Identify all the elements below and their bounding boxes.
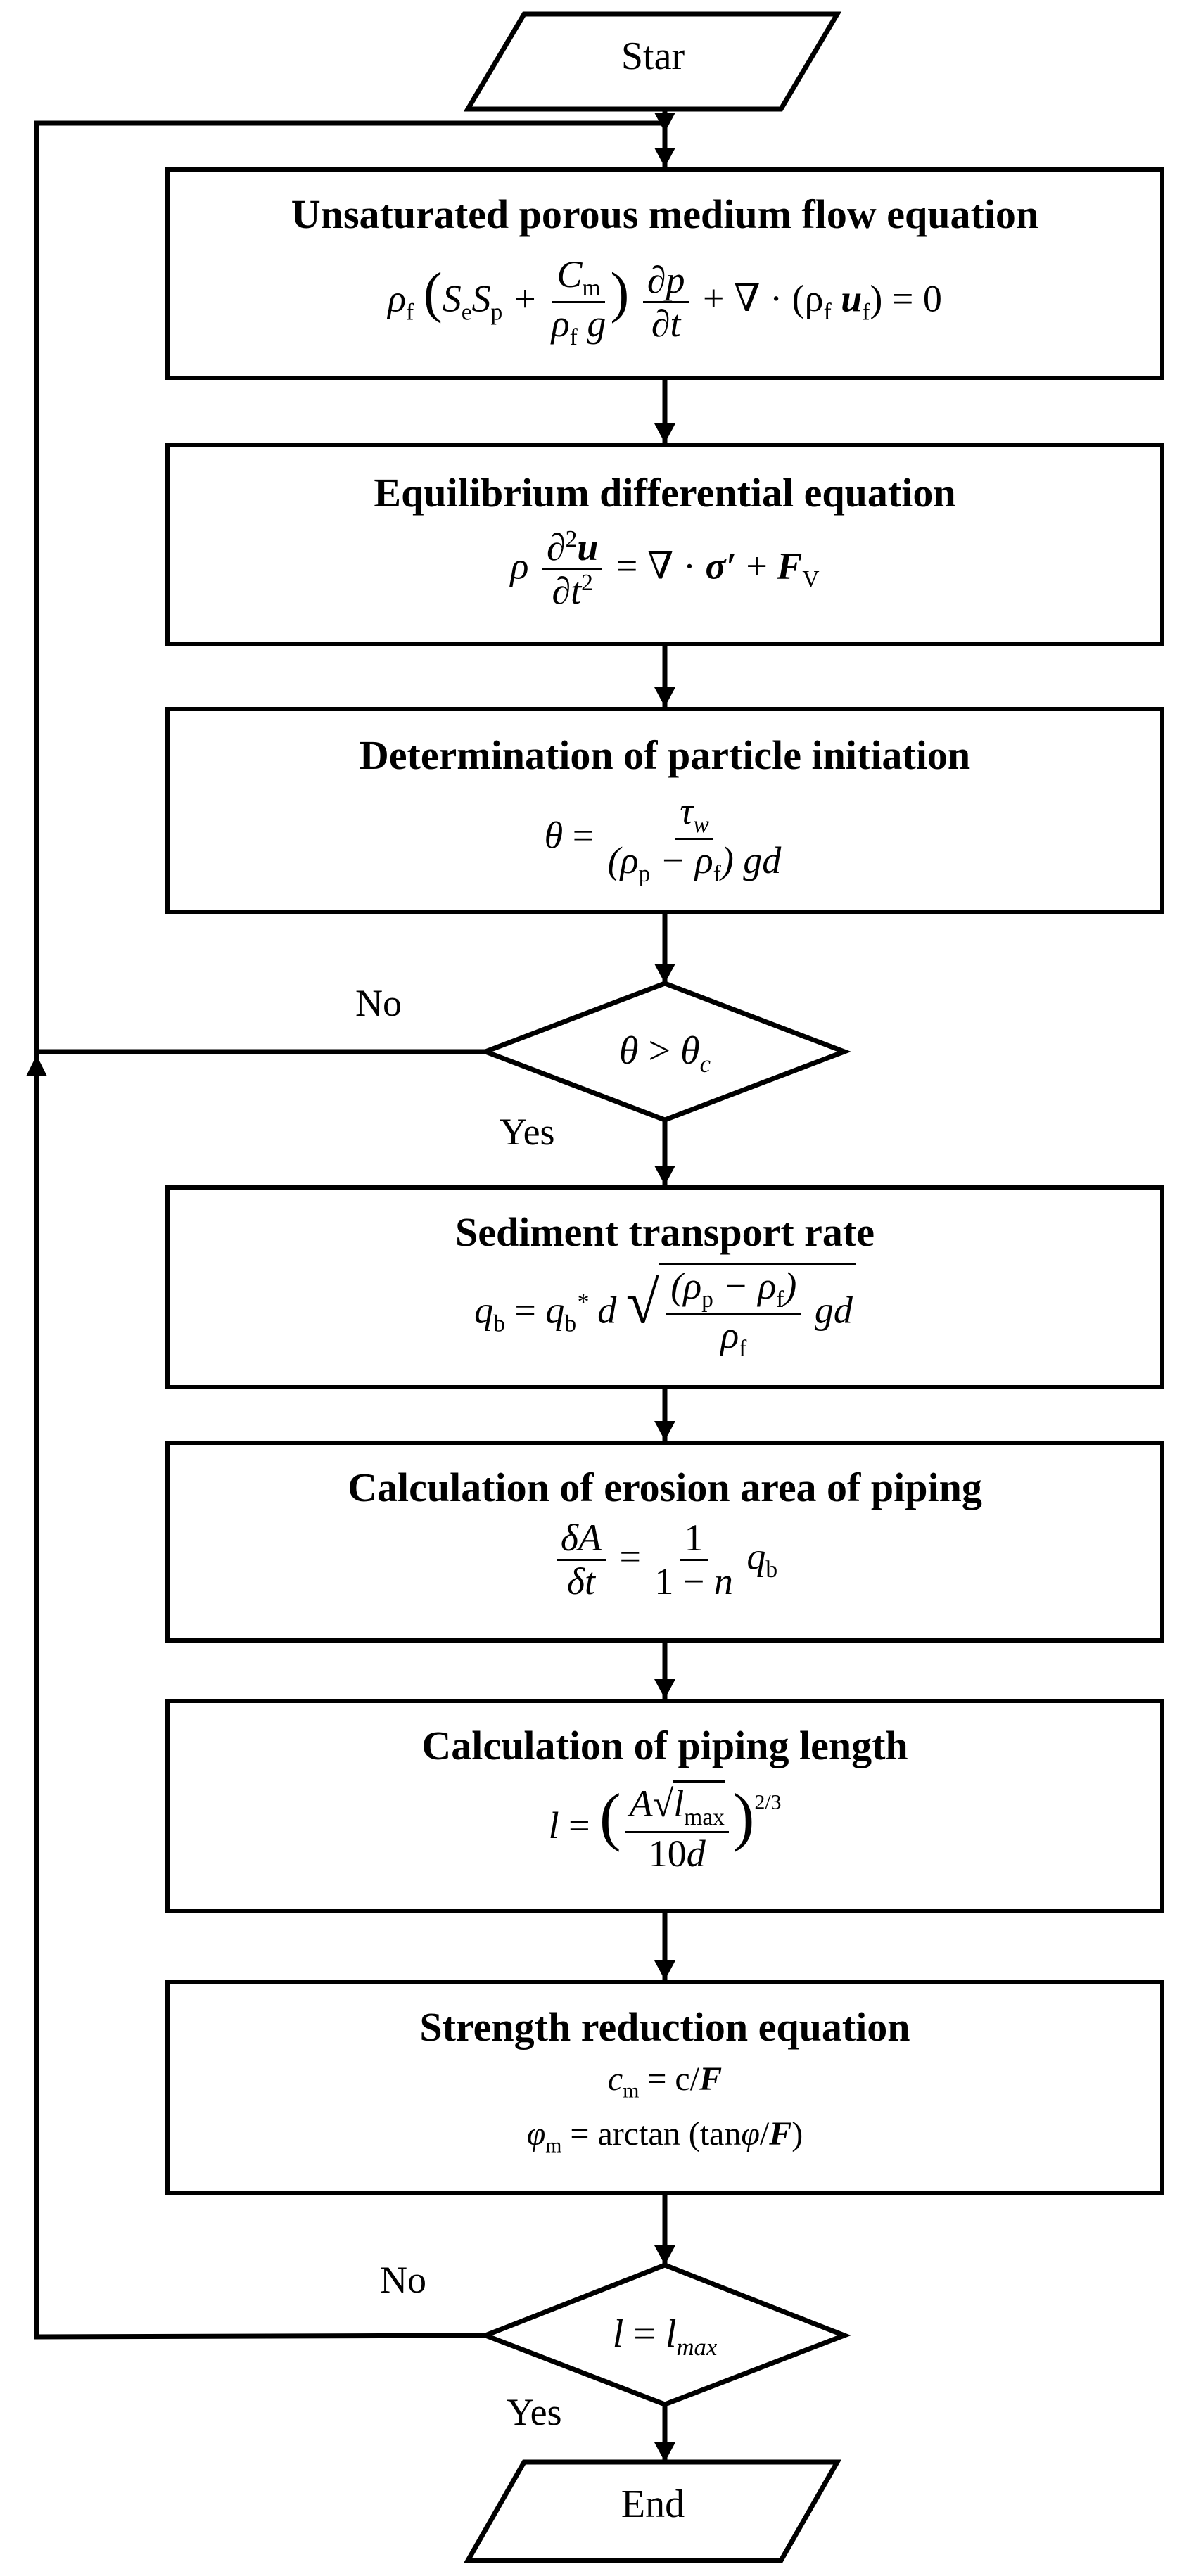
- decision-1-condition: $\theta > \theta_c$: [618, 1029, 711, 1078]
- decision-1-no-label: No: [355, 982, 402, 1024]
- step-box-piping-length: [165, 1699, 1164, 1913]
- step-title: Strength reduction equation: [419, 2004, 910, 2050]
- step-equation: l = ( $\frac{A√l_{max}}{10d}$ )$^{2/3}$: [548, 1780, 782, 1875]
- step-box-sediment-transport: [165, 1185, 1164, 1389]
- step-box-erosion-area: [165, 1441, 1164, 1643]
- end-label: End: [621, 2482, 685, 2526]
- step-equation: $\rho_f$ ($S_eS_p$ + $\frac{C_m}{\rho_f g}$ ) $\frac{\partial p}{\partial t}$ + ∇ · ($\rho_f$ $u_f) = 0$: [388, 253, 942, 351]
- decision-2-no-label: No: [380, 2259, 426, 2301]
- step-title: Calculation of piping length: [421, 1723, 908, 1768]
- step-title: Unsaturated porous medium flow equation: [291, 191, 1039, 237]
- decision-2-condition: $l = l_{max}$: [612, 2312, 718, 2361]
- step-title: Calculation of erosion area of piping: [348, 1465, 982, 1510]
- step-equation: ρ $\frac{\partial^2u}{\partial t^2}$ = ∇ · $\sigma' + F_V$: [510, 525, 820, 613]
- decision-2-yes-label: Yes: [507, 2391, 562, 2433]
- step-title: Equilibrium differential equation: [374, 470, 956, 516]
- step-equation: $q_b = q_b^*$ d √ $\frac{(\rho_p - \rho_f)}{\rho_f}$ gd: [474, 1263, 856, 1363]
- step-title: Sediment transport rate: [454, 1209, 875, 1255]
- step-box-flow-equation: [165, 167, 1164, 380]
- step-equation-2: $\varphi_m = \arctan (\tan\varphi/F)$: [526, 2115, 803, 2157]
- step-box-particle-initiation: [165, 707, 1164, 914]
- decision-1-yes-label: Yes: [500, 1111, 555, 1153]
- step-title: Determination of particle initiation: [359, 732, 971, 778]
- step-equation: θ = $\frac{\tau_w}{(\rho_p - \rho_f) gd}$: [544, 789, 782, 888]
- step-box-strength-reduction: [165, 1980, 1164, 2195]
- step-equation: $c_m = c/F$: [607, 2060, 723, 2103]
- step-box-equilibrium: [165, 443, 1164, 646]
- step-equation: $\frac{\delta A}{\delta t}$ = $\frac{1}{1 - n}$ $q_b$: [552, 1517, 777, 1603]
- start-label: Star: [621, 34, 685, 78]
